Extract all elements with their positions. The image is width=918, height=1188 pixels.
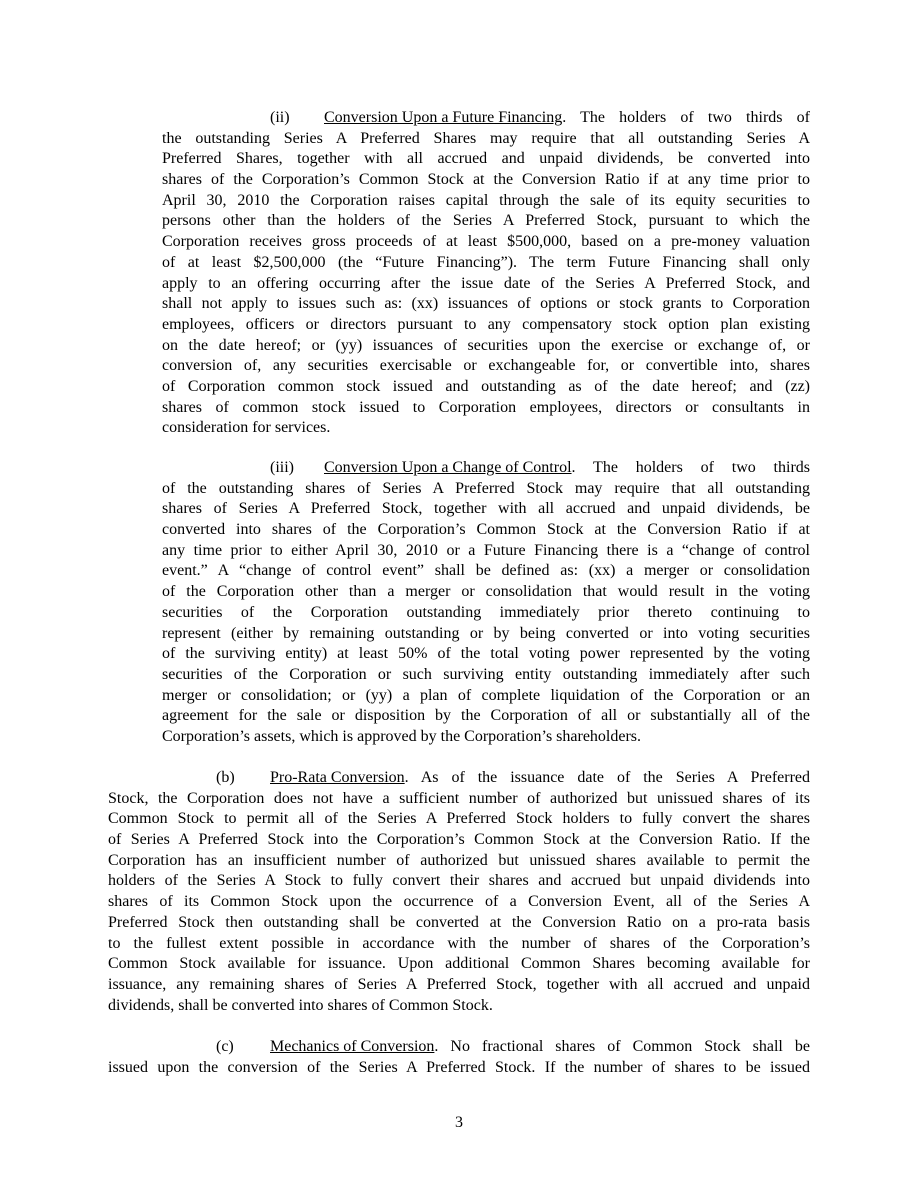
text-line: of the Corporation other than a merger or consolidation that would result in the voting [162,583,810,601]
paragraph-first-line [162,108,810,129]
section-heading: Pro-Rata Conversion [270,769,405,786]
text-line: Stock, the Corporation does not have a sufficient number of authorized but unissued shares of its [108,789,810,807]
text-line: conversion of, any securities exercisable or exchangeable for, or convertible into, shares [162,357,810,375]
text-line: Corporation has an insufficient number of authorized but unissued shares available to permit the [108,851,810,869]
text-line: Common Stock to permit all of the Series A Preferred Stock holders to fully convert the shares [108,810,810,828]
text-line: of the outstanding shares of Series A Preferred Stock may require that all outstanding [162,479,810,497]
section-heading: Mechanics of Conversion [270,1038,435,1055]
text-line: Preferred Shares, together with all accrued and unpaid dividends, be converted into [162,150,810,168]
first-line-text: . As of the issuance date of the Series A Preferred [404,769,810,786]
paragraph-first-line [108,1037,810,1058]
first-line-content [324,458,810,479]
text-line: Common Stock available for issuance. Upon additional Common Shares becoming available for [108,955,810,973]
section-marker: (b) [216,769,235,786]
first-line-text: . The holders of two thirds [571,459,810,476]
text-line: on the date hereof; or (yy) issuances of securities upon the exercise or exchange of, or [162,336,810,354]
section-marker: (ii) [270,109,290,126]
section-heading: Conversion Upon a Future Financing [324,109,563,126]
first-line-content [324,108,810,129]
text-line: securities of the Corporation outstanding immediately prior thereto continuing to [162,603,810,621]
text-line: issued upon the conversion of the Series A Preferred Stock. If the number of shares to be issued [108,1058,810,1076]
paragraph-first-line [108,768,810,789]
text-line: April 30, 2010 the Corporation raises capital through the sale of its equity securities to [162,191,810,209]
text-line: to the fullest extent possible in accordance with the number of shares of the Corporation’s [108,934,810,952]
page-number: 3 [455,1114,463,1131]
section-marker: (iii) [270,459,294,476]
section-marker: (c) [216,1038,234,1055]
first-line-text: . No fractional shares of Common Stock shall be [434,1038,810,1055]
paragraph-conversion-change-of-control [162,458,810,748]
text-line: the outstanding Series A Preferred Shares may require that all outstanding Series A [162,129,810,147]
paragraph-conversion-future-financing [162,108,810,439]
text-line: represent (either by remaining outstanding or by being converted or into voting securities [162,624,810,642]
text-line: issuance, any remaining shares of Series A Preferred Stock, together with all accrued and unpaid [108,975,810,993]
paragraph-mechanics-of-conversion [108,1037,810,1078]
text-line: securities of the Corporation or such surviving entity outstanding immediately after such [162,665,810,683]
text-line: of at least $2,500,000 (the “Future Financing”). The term Future Financing shall only [162,253,810,271]
text-line: dividends, shall be converted into shares of Common Stock. [108,996,493,1014]
text-line: merger or consolidation; or (yy) a plan of complete liquidation of the Corporation or an [162,686,810,704]
text-line: Corporation receives gross proceeds of at least $500,000, based on a pre-money valuation [162,233,810,251]
text-line: shares of the Corporation’s Common Stock at the Conversion Ratio if at any time prior to [162,171,810,189]
text-line: of the surviving entity) at least 50% of the total voting power represented by the voting [162,645,810,663]
text-line: shares of common stock issued to Corporation employees, directors or consultants in [162,398,810,416]
text-line: agreement for the sale or disposition by the Corporation of all or substantially all of the [162,707,810,725]
text-line: converted into shares of the Corporation’s Common Stock at the Conversion Ratio if at [162,521,810,539]
text-line: shall not apply to issues such as: (xx) issuances of options or stock grants to Corporation [162,295,810,313]
text-line: of Series A Preferred Stock into the Corporation’s Common Stock at the Conversion Ratio. If the [108,831,810,849]
text-line: shares of Series A Preferred Stock, together with all accrued and unpaid dividends, be [162,500,810,518]
text-line: holders of the Series A Stock to fully convert their shares and accrued but unpaid dividends into [108,872,810,890]
paragraph-pro-rata-conversion [108,768,810,1016]
section-heading: Conversion Upon a Change of Control [324,459,572,476]
first-line-text: . The holders of two thirds of [562,109,810,126]
text-line: of Corporation common stock issued and outstanding as of the date hereof; and (zz) [162,377,810,395]
text-line: persons other than the holders of the Series A Preferred Stock, pursuant to which the [162,212,810,230]
text-line: apply to an offering occurring after the issue date of the Series A Preferred Stock, and [162,274,810,292]
text-line: consideration for services. [162,419,331,437]
text-line: any time prior to either April 30, 2010 or a Future Financing there is a “change of control [162,541,810,559]
text-line: shares of its Common Stock upon the occurrence of a Conversion Event, all of the Series A [108,893,810,911]
text-line: Preferred Stock then outstanding shall be converted at the Conversion Ratio on a pro-rata basis [108,913,810,931]
text-line: employees, officers or directors pursuant to any compensatory stock option plan existing [162,315,810,333]
text-line: event.” A “change of control event” shall be defined as: (xx) a merger or consolidation [162,562,810,580]
text-line: Corporation’s assets, which is approved by the Corporation’s shareholders. [162,727,642,745]
paragraph-first-line [162,458,810,479]
first-line-content [270,1037,810,1058]
first-line-content [270,768,810,789]
